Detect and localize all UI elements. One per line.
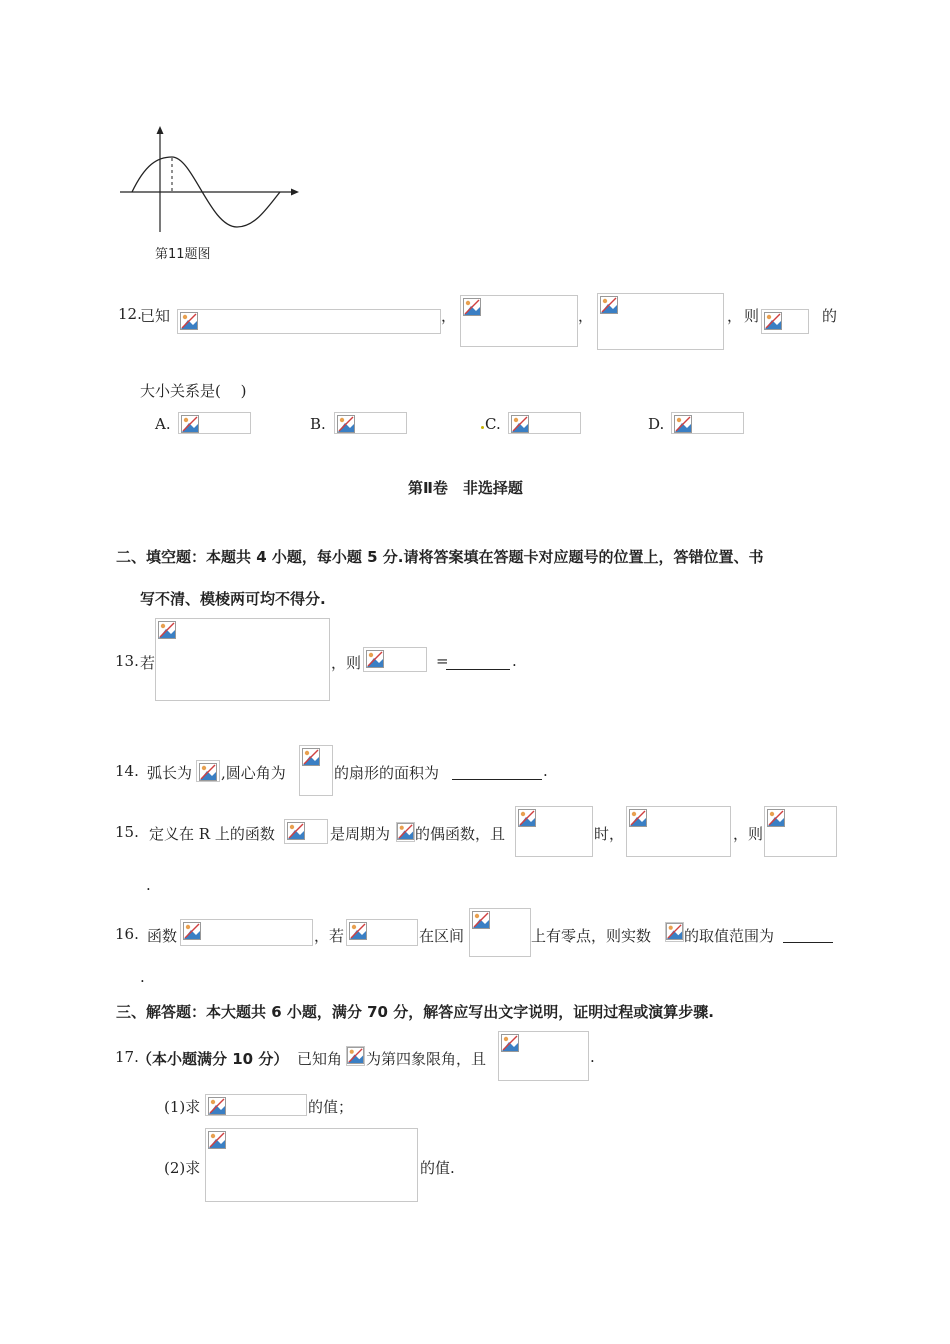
q14-formula-b — [299, 745, 333, 796]
q17-text-b: 为第四象限角，且 — [366, 1050, 487, 1068]
q17-sub2-formula — [205, 1128, 418, 1202]
q13-text-c: = — [436, 652, 449, 670]
q17-sub1-text-b: 的值； — [308, 1098, 354, 1116]
q12-option-b-formula — [334, 412, 407, 434]
q17-sub2-text-a: (2)求 — [164, 1159, 201, 1177]
broken-image-icon — [397, 823, 414, 840]
broken-image-icon — [208, 1131, 226, 1149]
q15-formula-e — [764, 806, 837, 857]
broken-image-icon — [287, 822, 305, 840]
broken-image-icon — [180, 312, 198, 330]
part2-title: 第Ⅱ卷 非选择题 — [408, 479, 523, 497]
broken-image-icon — [158, 621, 176, 639]
q15-formula-c — [515, 806, 593, 857]
q12-option-a-formula — [178, 412, 251, 434]
q12-sep2: ， — [578, 307, 594, 325]
broken-image-icon — [349, 922, 367, 940]
broken-image-icon — [199, 763, 217, 781]
q12-option-c-formula — [508, 412, 581, 434]
q15-text-b: 是周期为 — [330, 825, 391, 843]
q13-text-a: 若 — [140, 654, 156, 672]
q17-text-a: 已知角 — [297, 1050, 343, 1068]
broken-image-icon — [208, 1097, 226, 1115]
q12-option-d-formula — [671, 412, 744, 434]
q16-text-d: 上有零点，则实数 — [531, 927, 652, 945]
q13-number: 13. — [115, 652, 139, 670]
broken-image-icon — [472, 911, 490, 929]
q12-formula-d — [761, 309, 809, 334]
broken-image-icon — [767, 809, 785, 827]
broken-image-icon — [629, 809, 647, 827]
y-axis-arrow — [157, 126, 164, 134]
q17-formula-a — [346, 1046, 365, 1066]
q12-text-d: 大小关系是( ) — [140, 382, 247, 400]
q14-end: . — [543, 762, 548, 780]
section2-heading-line2: 写不清、模棱两可均不得分. — [140, 590, 326, 608]
section2-heading-line1: 二、填空题：本题共 4 小题，每小题 5 分.请将答案填在答题卡对应题号的位置上，答错位置、书 — [116, 548, 764, 566]
broken-image-icon — [511, 415, 529, 433]
q12-text-a: 已知 — [140, 307, 171, 325]
sine-graph-figure — [115, 120, 310, 240]
broken-image-icon — [181, 415, 199, 433]
broken-image-icon — [183, 922, 201, 940]
q13-formula-b — [363, 647, 427, 672]
q12-text-c: 的 — [822, 307, 838, 325]
q15-text-a: 定义在 R 上的函数 — [149, 825, 275, 843]
q12-sep1: ， — [441, 307, 457, 325]
q17-sub1-formula — [205, 1094, 307, 1116]
q16-number: 16. — [115, 925, 139, 943]
q15-number: 15. — [115, 823, 139, 841]
broken-image-icon — [302, 748, 320, 766]
q17-score: （本小题满分 10 分） — [137, 1050, 289, 1068]
q16-text-a: 函数 — [147, 927, 178, 945]
q12-option-c-label: C. — [485, 415, 501, 433]
q12-number: 12. — [118, 305, 142, 323]
broken-image-icon — [518, 809, 536, 827]
q13-end: . — [512, 652, 517, 670]
broken-image-icon — [347, 1047, 364, 1064]
q13-text-b: ，则 — [331, 654, 362, 672]
broken-image-icon — [600, 296, 618, 314]
q14-text-a: 弧长为 — [147, 764, 193, 782]
broken-image-icon — [463, 298, 481, 316]
broken-image-icon — [337, 415, 355, 433]
broken-image-icon — [501, 1034, 519, 1052]
broken-image-icon — [666, 923, 683, 940]
q17-formula-b — [498, 1031, 589, 1081]
q14-text-c: 的扇形的面积为 — [334, 764, 440, 782]
q15-text-d: 时， — [594, 825, 625, 843]
q15-formula-a — [284, 819, 328, 844]
q16-answer-blank — [783, 928, 833, 943]
q13-answer-blank — [446, 655, 510, 670]
q15-formula-d — [626, 806, 731, 857]
q12-formula-c — [597, 293, 724, 350]
q13-formula-a — [155, 618, 330, 701]
q16-text-c: 在区间 — [419, 927, 465, 945]
q12-option-d-label: D. — [648, 415, 665, 433]
figure-caption: 第11题图 — [155, 247, 211, 262]
q14-text-b: ,圆心角为 — [221, 764, 286, 782]
q16-formula-c — [469, 908, 531, 957]
x-axis-arrow — [291, 189, 299, 196]
q15-text-c: 的偶函数，且 — [415, 825, 506, 843]
q16-formula-a — [180, 919, 313, 946]
q17-number: 17. — [115, 1048, 139, 1066]
q17-sub1-text-a: (1)求 — [164, 1098, 201, 1116]
q16-text-e: 的取值范围为 — [684, 927, 775, 945]
q12-formula-b — [460, 295, 578, 347]
q12-text-b: 则 — [744, 307, 760, 325]
q17-sub2-text-b: 的值. — [420, 1159, 455, 1177]
q15-text-e: ，则 — [733, 825, 764, 843]
q12-sep3: ， — [727, 307, 743, 325]
q16-end: . — [140, 968, 145, 986]
q15-formula-b — [396, 822, 415, 842]
stray-mark — [481, 426, 484, 429]
q14-formula-a — [196, 760, 220, 782]
q16-text-b: ，若 — [314, 927, 345, 945]
broken-image-icon — [764, 312, 782, 330]
q12-option-b-label: B. — [310, 415, 326, 433]
q16-formula-d — [665, 922, 684, 942]
section3-heading: 三、解答题：本大题共 6 小题，满分 70 分，解答应写出文字说明，证明过程或演算步骤. — [116, 1003, 714, 1021]
q14-number: 14. — [115, 762, 139, 780]
q17-end: . — [590, 1048, 595, 1066]
broken-image-icon — [366, 650, 384, 668]
q16-formula-b — [346, 919, 418, 946]
q12-formula-a — [177, 309, 441, 334]
broken-image-icon — [674, 415, 692, 433]
q12-option-a-label: A. — [155, 415, 171, 433]
q15-end: . — [146, 876, 151, 894]
q14-answer-blank — [452, 765, 542, 780]
